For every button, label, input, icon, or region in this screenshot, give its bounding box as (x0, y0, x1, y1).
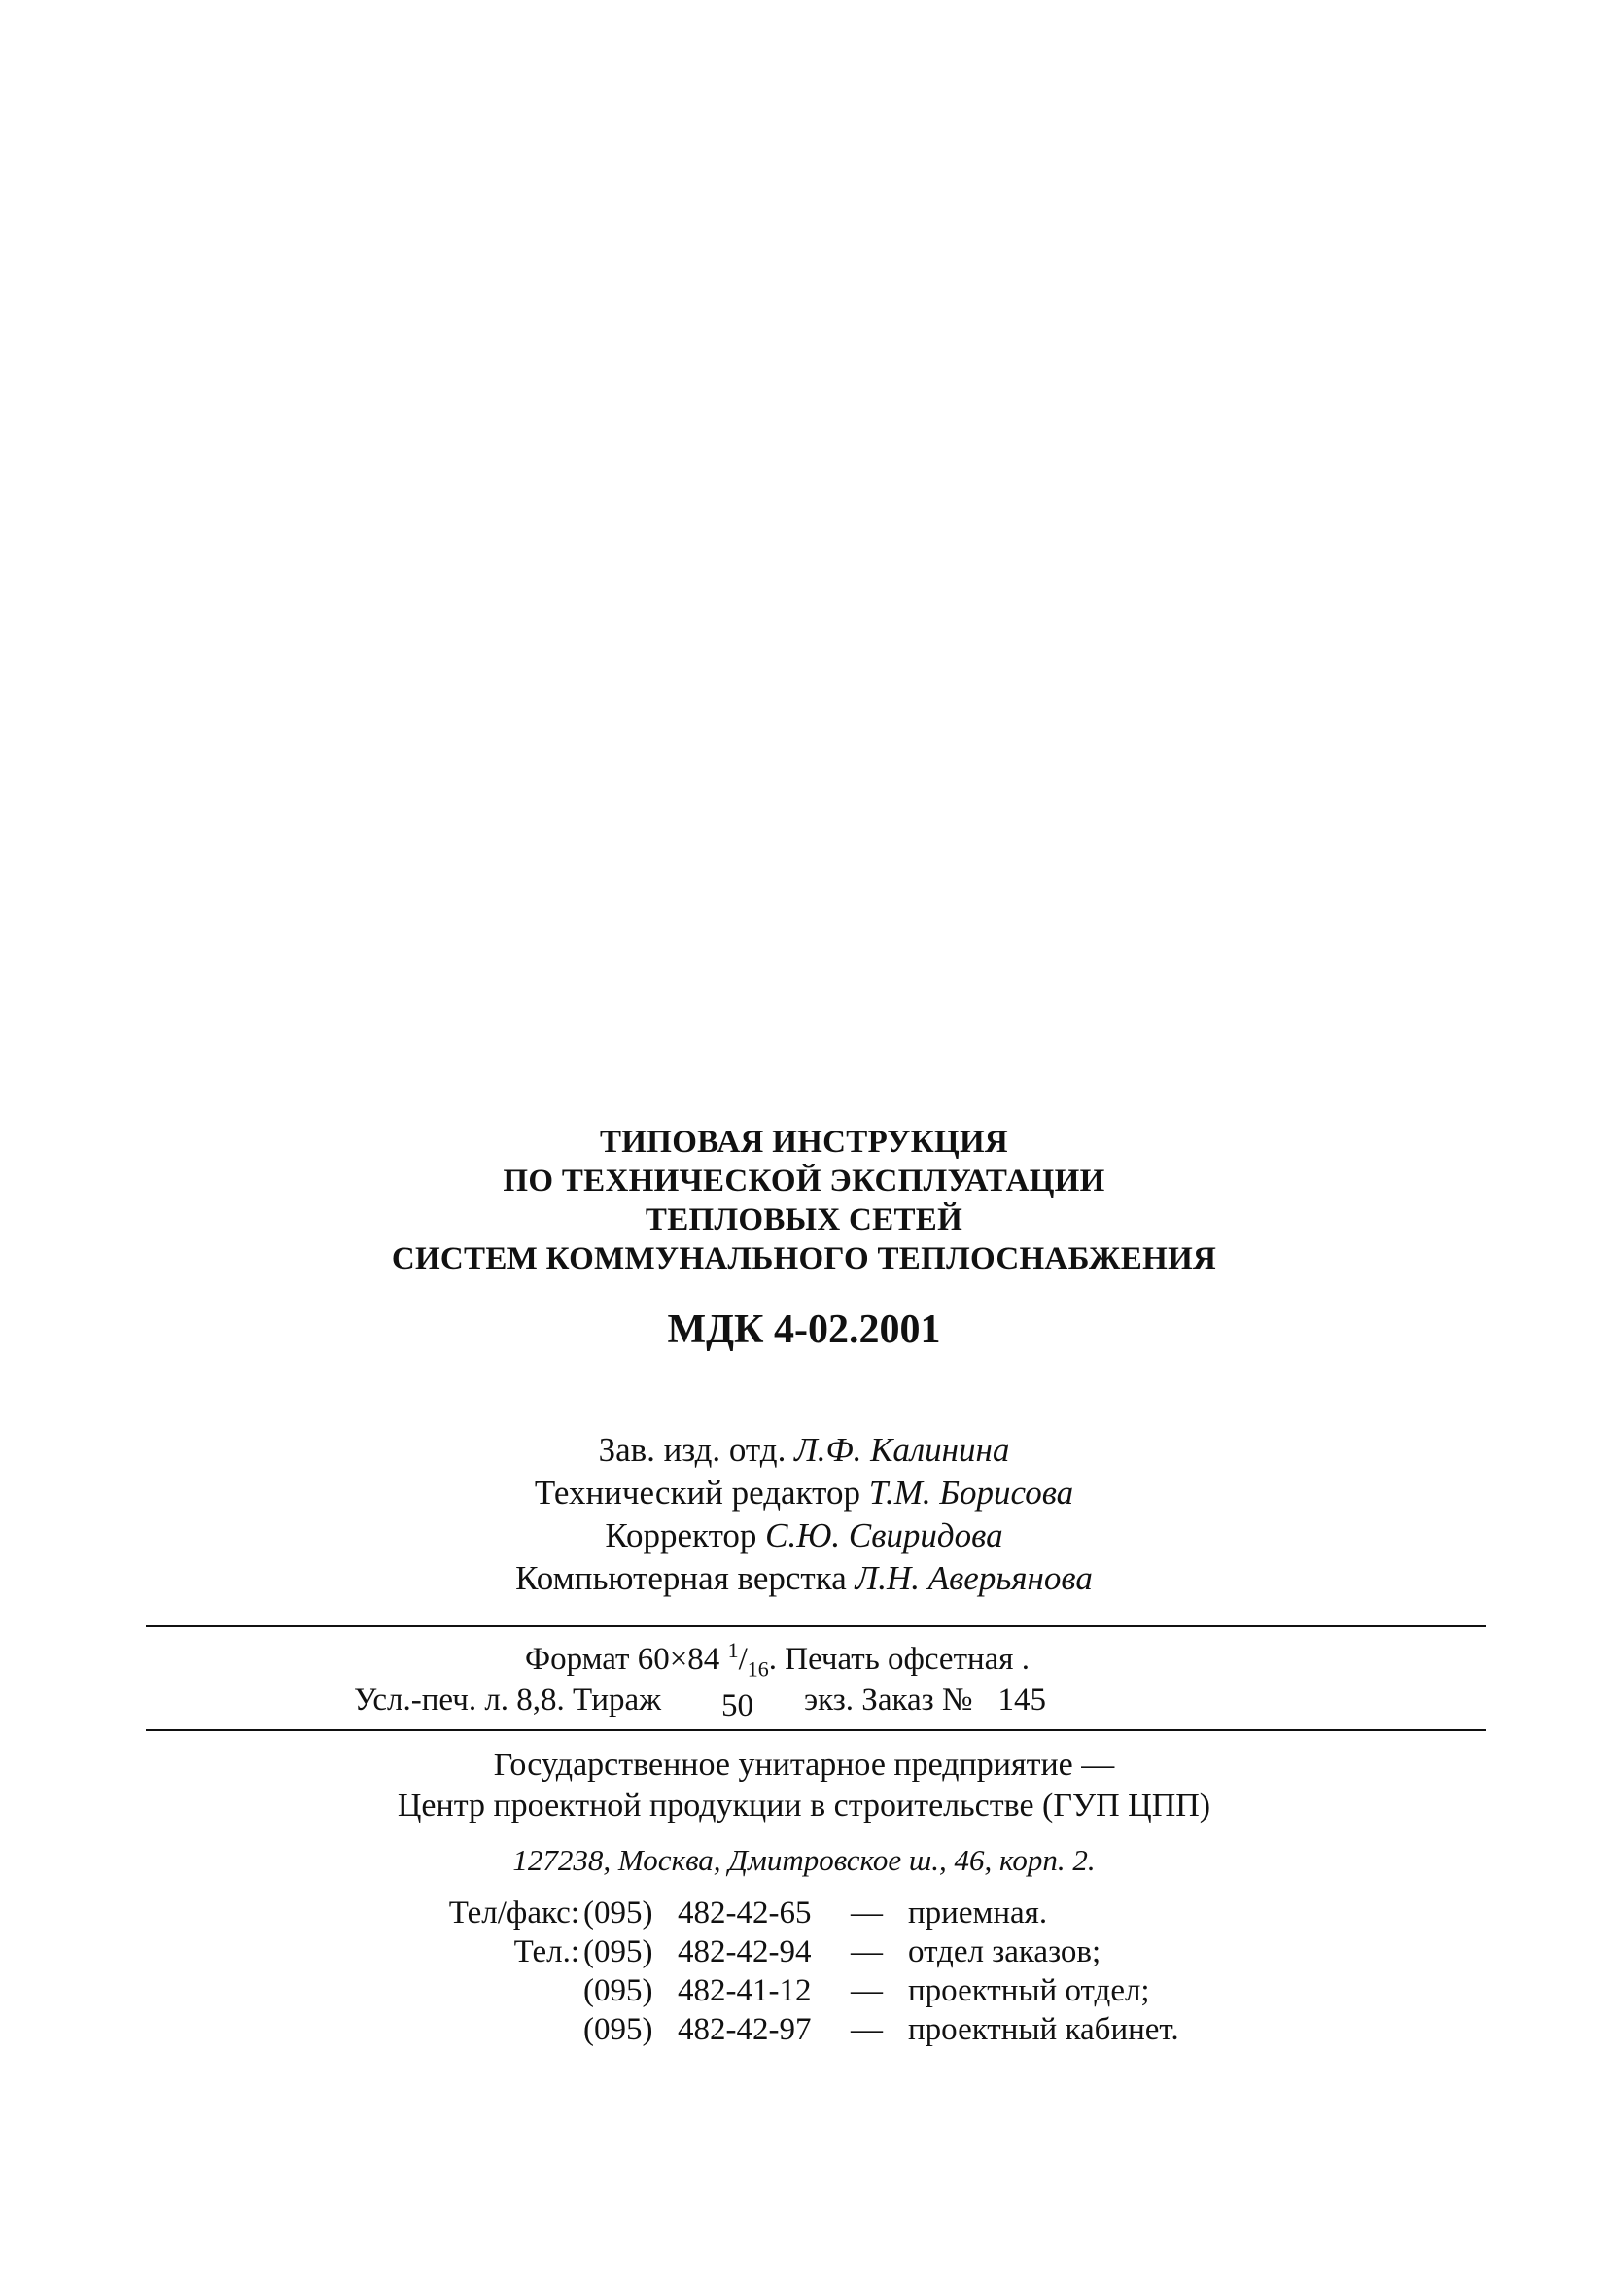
title-line: ТЕПЛОВЫХ СЕТЕЙ (645, 1202, 963, 1237)
credit-role: Зав. изд. отд. (598, 1431, 787, 1469)
contact-area-code: (095) (583, 1973, 653, 2008)
contact-description: проектный кабинет. (908, 2012, 1179, 2047)
contact-description: проектный отдел; (908, 1973, 1150, 2008)
contacts-block (0, 1894, 1608, 2049)
divider-top (146, 1625, 1486, 1627)
document-code: МДК 4-02.2001 (667, 1307, 941, 1352)
credits-block (0, 1429, 1608, 1600)
contact-dash: — (851, 2012, 883, 2047)
run-line (354, 1680, 1046, 1721)
title-block (0, 1123, 1608, 1354)
contact-dash: — (851, 1973, 883, 2008)
contact-row (0, 1971, 1608, 2010)
contact-description: приемная. (908, 1896, 1048, 1931)
credit-line (0, 1472, 1608, 1514)
format-prefix: Формат 60×84 (525, 1642, 720, 1677)
order-label: экз. Заказ № (804, 1683, 973, 1718)
sheets-label: Усл.-печ. л. 8,8. Тираж (354, 1683, 661, 1718)
credit-role: Корректор (605, 1516, 757, 1554)
contact-row (0, 1894, 1608, 1932)
order-value: 145 (997, 1683, 1046, 1718)
publisher-line: Государственное унитарное предприятие — (493, 1747, 1115, 1783)
credit-name: Л.Ф. Калинина (794, 1431, 1010, 1469)
contact-row (0, 2010, 1608, 2049)
run-value: 50 (721, 1688, 753, 1723)
contact-area-code: (095) (583, 2012, 653, 2047)
format-numerator: 1 (727, 1638, 739, 1662)
credit-name: Т.М. Борисова (868, 1474, 1074, 1512)
credit-line (0, 1557, 1608, 1600)
title-line: ПО ТЕХНИЧЕСКОЙ ЭКСПЛУАТАЦИИ (503, 1164, 1105, 1199)
divider-bottom (146, 1729, 1486, 1731)
contact-description: отдел заказов; (908, 1934, 1101, 1969)
contact-number: 482-42-94 (678, 1934, 812, 1969)
contact-number: 482-41-12 (678, 1973, 812, 2008)
contact-number: 482-42-97 (678, 2012, 812, 2047)
contact-dash: — (851, 1896, 883, 1931)
contact-number: 482-42-65 (678, 1896, 812, 1931)
credit-role: Компьютерная верстка (515, 1559, 847, 1597)
format-denominator: 16 (747, 1656, 769, 1682)
contact-area-code: (095) (583, 1934, 653, 1969)
contact-dash: — (851, 1934, 883, 1969)
credit-role: Технический редактор (534, 1474, 860, 1512)
publisher-block (0, 1745, 1608, 1881)
publisher-line: Центр проектной продукции в строительстве (ГУП ЦПП) (397, 1788, 1211, 1824)
format-line: Формат 60×84 $^1/_{16}$. Печать офсетная . (525, 1638, 1030, 1682)
publisher-address: 127238, Москва, Дмитровское ш., 46, корп. 2. (512, 1843, 1096, 1877)
contact-label: Тел.: (513, 1934, 579, 1969)
credit-line (0, 1429, 1608, 1472)
credit-name: С.Ю. Свиридова (765, 1516, 1003, 1554)
title-line: ТИПОВАЯ ИНСТРУКЦИЯ (599, 1125, 1009, 1160)
title-line: СИСТЕМ КОММУНАЛЬНОГО ТЕПЛОСНАБЖЕНИЯ (391, 1241, 1217, 1276)
contact-row (0, 1932, 1608, 1971)
contact-label: Тел/факс: (448, 1896, 579, 1931)
credit-line (0, 1514, 1608, 1557)
format-suffix: . Печать офсетная . (768, 1642, 1030, 1677)
credit-name: Л.Н. Аверьянова (855, 1559, 1093, 1597)
contact-area-code: (095) (583, 1896, 653, 1931)
